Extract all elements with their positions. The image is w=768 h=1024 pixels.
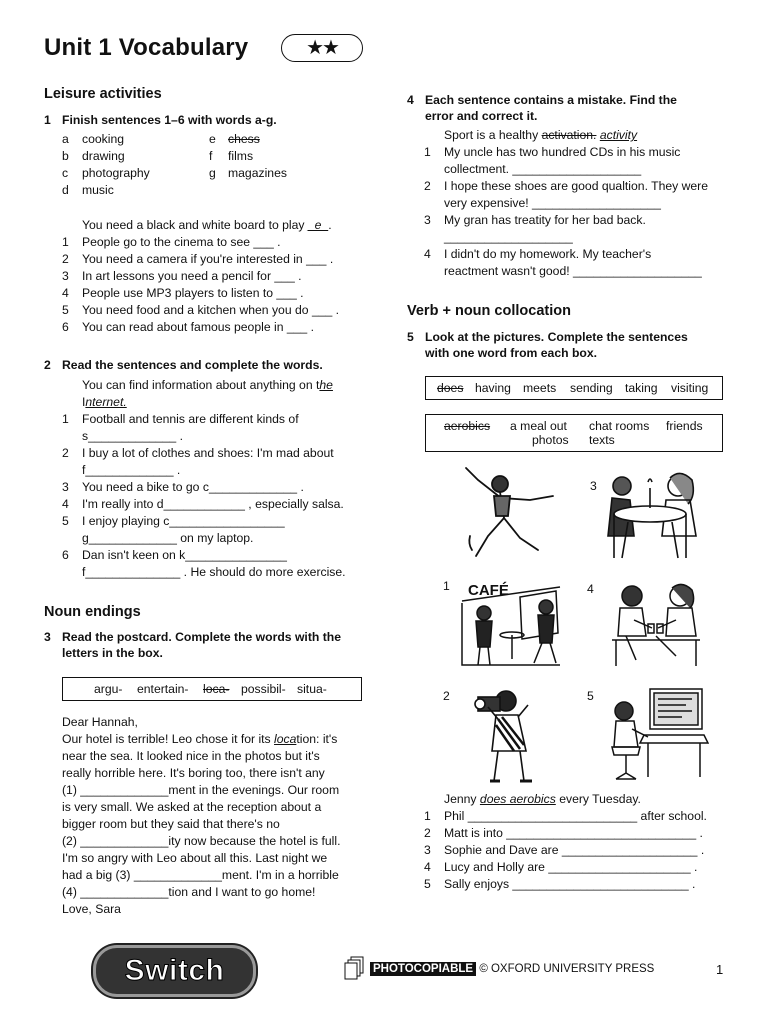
word-box-5-nouns: aerobics a meal out chat rooms friends photos texts bbox=[425, 414, 723, 452]
picture-label-1: 1 bbox=[443, 579, 450, 593]
computer-chat-illustration bbox=[604, 685, 709, 785]
list-item: 1 People go to the cinema to see ___ . bbox=[62, 235, 281, 249]
exercise-1-example: You need a black and white board to play _e_. bbox=[82, 218, 332, 232]
publisher-credit: © OXFORD UNIVERSITY PRESS bbox=[479, 963, 655, 975]
exercise-4-items bbox=[424, 144, 744, 280]
difficulty-stars: ★★ bbox=[281, 34, 363, 62]
list-item: 4 I didn't do my homework. My teacher's bbox=[424, 247, 652, 261]
photographer-illustration bbox=[468, 685, 558, 785]
list-item: 1 Phil _________________________ after school. bbox=[424, 809, 707, 823]
list-item: very expensive! ___________________ bbox=[444, 196, 661, 210]
list-item: 6 Dan isn't keen on k_______________ bbox=[62, 548, 287, 562]
page-number: 1 bbox=[716, 962, 724, 977]
list-item: ___________________ bbox=[444, 230, 573, 244]
list-item: 2 I hope these shoes are good qualtion. They were bbox=[424, 179, 709, 193]
photocopiable-tag: PHOTOCOPIABLE bbox=[370, 962, 476, 976]
list-item: 3 My gran has treatity for her bad back. bbox=[424, 213, 646, 227]
list-item: 4 People use MP3 players to listen to ___ . bbox=[62, 286, 304, 300]
list-item: 2 Matt is into ____________________________ . bbox=[424, 826, 703, 840]
list-item: 3 Sophie and Dave are ____________________ . bbox=[424, 843, 705, 857]
picture-label-4: 4 bbox=[587, 582, 594, 596]
exercise-2-example: You can find information about anything on the Internet. bbox=[82, 378, 333, 409]
picture-label-5: 5 bbox=[587, 689, 594, 703]
list-item: 4 I'm really into d____________ , especially salsa. bbox=[62, 497, 344, 511]
list-item: 1 My uncle has two hundred CDs in his music bbox=[424, 145, 681, 159]
section-heading-noun-endings: Noun endings bbox=[44, 604, 141, 620]
list-item: 1 Football and tennis are different kinds of bbox=[62, 412, 299, 426]
exercise-3-instruction: 3 Read the postcard. Complete the words with the letters in the box. bbox=[44, 630, 341, 660]
exercise-2-instruction: 2 Read the sentences and complete the words. bbox=[44, 358, 323, 372]
word-box-5-verbs: does having meets sending taking visiting bbox=[425, 376, 723, 400]
exercise-5-instruction: 5 Look at the pictures. Complete the sentences with one word from each box. bbox=[407, 330, 688, 360]
list-item: 6 You can read about famous people in ___ . bbox=[62, 320, 314, 334]
list-item: f_____________ . bbox=[82, 463, 181, 477]
aerobics-illustration bbox=[458, 466, 563, 571]
exercise-4-instruction: 4 Each sentence contains a mistake. Find the error and correct it. bbox=[407, 93, 677, 123]
list-item: 2 You need a camera if you're interested in ___ . bbox=[62, 252, 334, 266]
list-item: 2 I buy a lot of clothes and shoes: I'm mad about bbox=[62, 446, 334, 460]
cafe-illustration bbox=[460, 573, 565, 673]
exercise-2-items bbox=[62, 411, 382, 581]
list-item: 3 In art lessons you need a pencil for ___ . bbox=[62, 269, 302, 283]
list-item: 4 Lucy and Holly are _____________________ . bbox=[424, 860, 698, 874]
exercise-1-items bbox=[62, 234, 382, 336]
list-item: 5 You need food and a kitchen when you do ___ . bbox=[62, 303, 340, 317]
exercise-1-options: a cooking e chess b drawing f films c photography g magazines d music bbox=[62, 132, 287, 197]
list-item: g_____________ on my laptop. bbox=[82, 531, 254, 545]
photocopiable-notice bbox=[370, 963, 654, 975]
exercise-5-items bbox=[424, 808, 744, 893]
exercise-1-instruction: 1 Finish sentences 1–6 with words a-g. bbox=[44, 113, 277, 127]
texting-illustration bbox=[606, 580, 706, 670]
list-item: 3 You need a bike to go c_____________ . bbox=[62, 480, 304, 494]
list-item: reactment wasn't good! ___________________ bbox=[444, 264, 702, 278]
list-item: 5 I enjoy playing c_________________ bbox=[62, 514, 285, 528]
picture-label-2: 2 bbox=[443, 689, 450, 703]
section-heading-collocation: Verb + noun collocation bbox=[407, 303, 571, 319]
list-item: s_____________ . bbox=[82, 429, 183, 443]
copy-stack-icon bbox=[343, 956, 365, 982]
picture-label-3: 3 bbox=[590, 479, 597, 493]
exercise-4-example: Sport is a healthy activation. activity bbox=[444, 128, 638, 142]
section-heading-leisure: Leisure activities bbox=[44, 86, 162, 102]
switch-logo: Switch bbox=[93, 945, 256, 997]
list-item: 5 Sally enjoys __________________________ . bbox=[424, 877, 696, 891]
svg-text:CAFÉ: CAFÉ bbox=[468, 582, 509, 599]
meal-out-illustration bbox=[600, 466, 710, 566]
word-box-3: argu- entertain- loca- possibil- situa- bbox=[62, 677, 362, 701]
list-item: f______________ . He should do more exercise. bbox=[82, 565, 346, 579]
postcard-text: Dear Hannah, Our hotel is terrible! Leo chose it for its location: it's near the sea. It looked nice in the photos but it's really horrible here. It's boring too, there isn't any (1) _____________ment in the evenings. Our room is very small. We asked at the reception about a bigger room but they said that there's no (2) _____________ity now because the hotel is full. I'm so angry with Leo about all this. Last night we had a big (3) _____________ment. I'm in a horrible (4) _____________tion and I want to go home! Love, Sara bbox=[62, 715, 341, 916]
page-title: Unit 1 Vocabulary bbox=[44, 34, 249, 61]
exercise-5-example: Jenny does aerobics every Tuesday. bbox=[444, 792, 641, 806]
list-item: collectment. ___________________ bbox=[444, 162, 642, 176]
